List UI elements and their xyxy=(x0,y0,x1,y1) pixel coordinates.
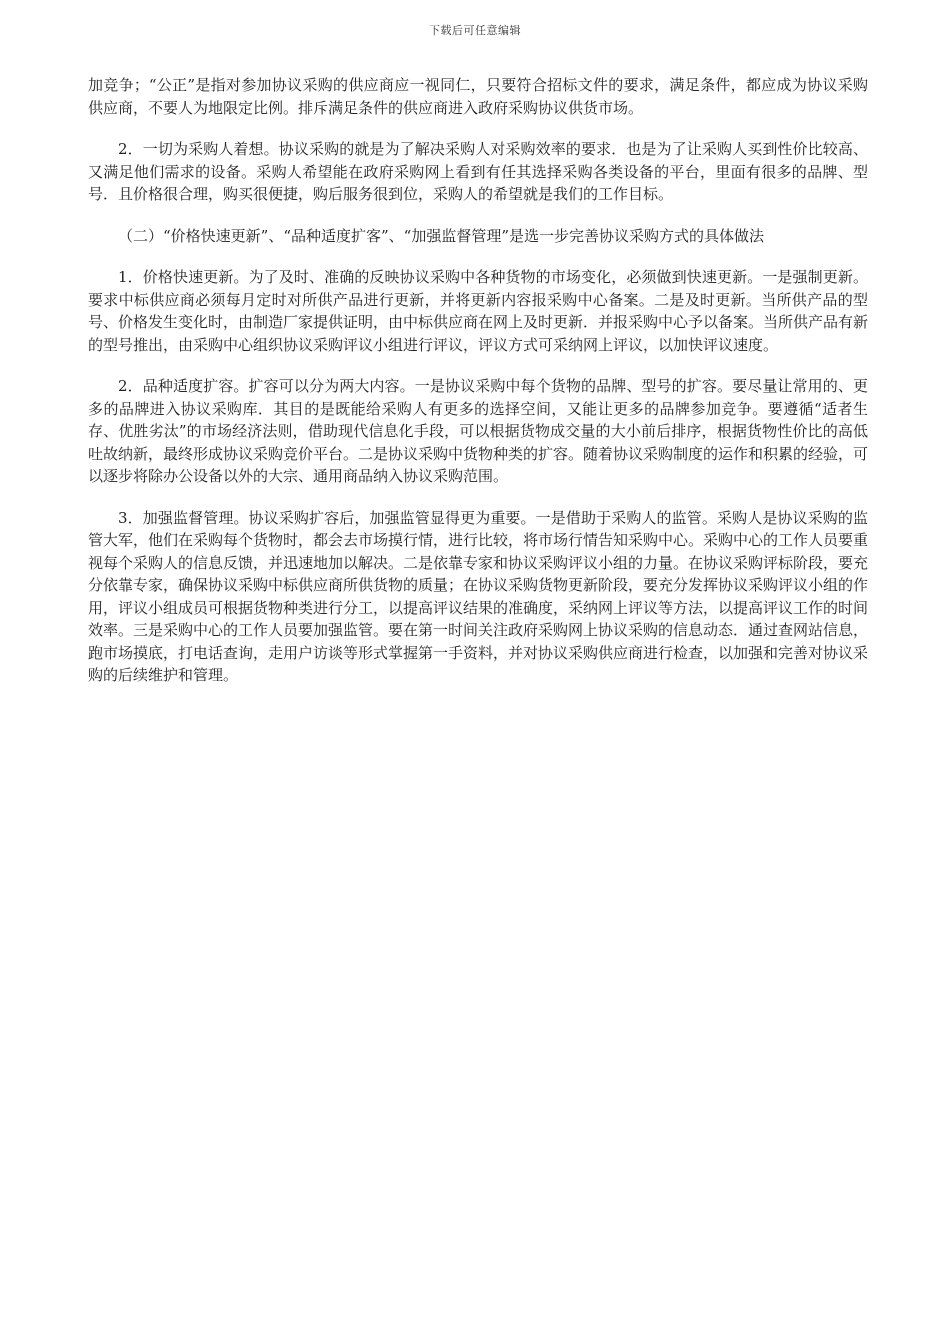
paragraph-fairness-continued: 加竞争；“公正”是指对参加协议采购的供应商应一视同仁，只要符合招标文件的要求，满足条件，都应成为协议采购供应商，不要人为地限定比例。排斥满足条件的供应商进入政府采购协议供货市场。 xyxy=(88,76,868,117)
paragraph-variety-expansion: 2．品种适度扩容。扩容可以分为两大内容。一是协议采购中每个货物的品牌、型号的扩容。要尽量让常用的、更多的品牌进入协议采购库．其目的是既能给采购人有更多的选择空间，又能让更多的品牌参加竞争。要遵循“适者生存、优胜劣汰”的市场经济法则，借助现代信息化手段，可以根据货物成交量的大小前后排序，根据货物性价比的高低吐故纳新，最终形成协议采购竞价平台。二是协议采购中货物种类的扩容。随着协议采购制度的运作和积累的经验，可以逐步将除办公设备以外的大宗、通用商品纳入协议采购范围。 xyxy=(88,377,869,485)
page-header: 下载后可任意编辑 xyxy=(429,24,521,37)
paragraph-supervision: 3．加强监督管理。协议采购扩容后，加强监管显得更为重要。一是借助于采购人的监管。采购人是协议采购的监管大军，他们在采购每个货物时，都会去市场摸行情，进行比较，将市场行情告知采购中心。采购中心的工作人员要重视每个采购人的信息反馈，并迅速地加以解决。二是依靠专家和协议采购评议小组的力量。在协议采购评标阶段，要充分依靠专家，确保协议采购中标供应商所供货物的质量；在协议采购货物更新阶段，要充分发挥协议采购评议小组的作用，评议小组成员可根据货物种类进行分工，以提高评议结果的准确度，采纳网上评议等方法，以提高评议工作的时间效率。三是采购中心的工作人员要加强监管。要在第一时间关注政府采购网上协议采购的信息动态．通过查网站信息，跑市场摸底，打电话查询，走用户访谈等形式掌握第一手资料，并对协议采购供应商进行检查，以加强和完善对协议采购的后续维护和管理。 xyxy=(88,508,869,684)
paragraph-price-update: 1．价格快速更新。为了及时、准确的反映协议采购中各种货物的市场变化，必须做到快速更新。一是强制更新。要求中标供应商必须每月定时对所供产品进行更新，并将更新内容报采购中心备案。二是及时更新。当所供产品的型号、价格发生变化时，由制造厂家提供证明，由中标供应商在网上及时更新．并报采购中心予以备案。当所供产品有新的型号推出，由采购中心组织协议采购评议小组进行评议，评议方式可采纳网上评议，以加快评议速度。 xyxy=(88,268,869,354)
paragraph-purchaser-first: 2．一切为采购人着想。协议采购的就是为了解决采购人对采购效率的要求．也是为了让采购人买到性价比较高、又满足他们需求的设备。采购人希望能在政府采购网上看到有任其选择采购各类设备的平台，里面有很多的品牌、型号．且价格很合理，购买很便捷，购后服务很到位，采购人的希望就是我们的工作目标。 xyxy=(88,140,868,203)
document-body xyxy=(88,74,868,706)
paragraph-section-two-heading: （二）“价格快速更新”、“品种适度扩客”、“加强监督管理”是选一步完善协议采购方式的具体做法 xyxy=(118,226,765,245)
